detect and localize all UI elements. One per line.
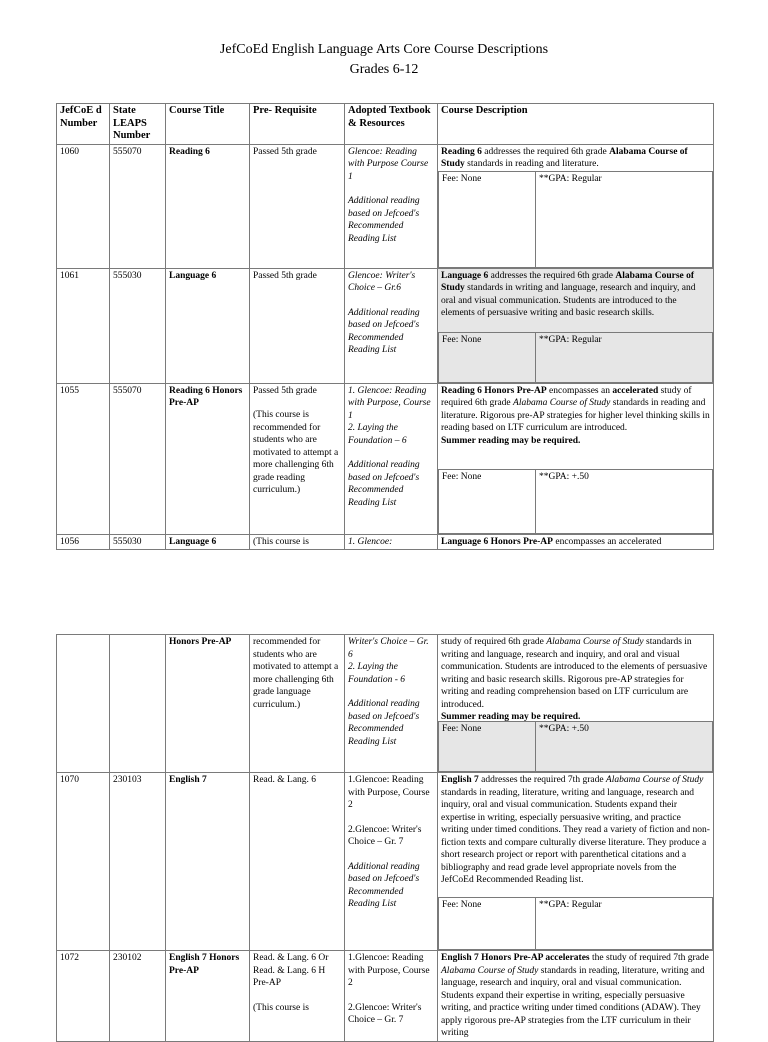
table-row (57, 951, 714, 1042)
desc-text: encompasses an accelerated (552, 536, 662, 547)
prerequisite-line: Passed 5th grade (253, 385, 317, 396)
fee-gpa-row (438, 721, 713, 772)
fee-value: Fee: None (439, 332, 536, 382)
textbook (345, 383, 438, 534)
table-row (57, 635, 714, 773)
course-title: English 7 Honors Pre-AP (166, 951, 250, 1042)
desc-text: the study of required 7th grade (589, 953, 709, 963)
textbook-line: Additional reading based on Jefcoed's Recommended Reading List (348, 861, 420, 909)
textbook (345, 144, 438, 268)
desc-text: study of required 6th grade (441, 385, 692, 408)
course-description (438, 268, 714, 383)
desc-text: standards in reading and literature. Rigorous pre-AP strategies for higher level thinking skills in reading based on LTF curriculum are introduced. (441, 398, 710, 433)
textbook-line: Glencoe: Reading with Purpose Course 1 (348, 146, 429, 182)
desc-bold: English 7 Honors Pre-AP accelerates (441, 953, 590, 963)
desc-italic: Alabama Course of Study (441, 965, 539, 976)
desc-italic: Alabama Course of Study (513, 398, 611, 408)
textbook-line: Additional reading based on Jefcoed's Recommended Reading List (348, 460, 420, 508)
desc-text: encompasses an (546, 385, 613, 396)
gpa-value: **GPA: +.50 (536, 722, 713, 772)
course-number: 1055 (57, 383, 110, 534)
table-row (57, 534, 714, 550)
desc-text: addresses the required 6th grade (488, 270, 616, 281)
summer-reading-note: Summer reading may be required. (441, 435, 581, 446)
desc-bold: Language 6 Honors Pre-AP (441, 536, 553, 547)
textbook (345, 773, 438, 951)
prerequisite (250, 951, 345, 1042)
desc-italic: Alabama Course of Study (546, 637, 644, 647)
leaps-number: 555070 (110, 383, 166, 534)
gpa-value: **GPA: Regular (536, 332, 713, 382)
desc-text: standards in reading and literature. (464, 159, 599, 169)
course-number: 1056 (57, 534, 110, 550)
course-number: 1061 (57, 268, 110, 383)
textbook (345, 268, 438, 383)
table-row (57, 268, 714, 383)
leaps-number: 555030 (110, 534, 166, 550)
leaps-number: 230103 (110, 773, 166, 951)
fee-gpa-row (438, 171, 713, 268)
course-title: Reading 6 Honors Pre-AP (166, 383, 250, 534)
desc-text: standards in writing and language, research and inquiry, and oral and visual communication. Students are introduced to the elements of persuasive writing and basic research skills. Rigorous pre-AP strategies for writing and reading comprehension based on LTF curriculum are introduced. (441, 637, 708, 710)
course-title: Language 6 (166, 268, 250, 383)
desc-bold: English 7 (441, 775, 479, 785)
textbook-line: 2.Glencoe: Writer's Choice – Gr. 7 (348, 1002, 422, 1025)
textbook-line: 1. Glencoe: Reading with Purpose, Course 1 (348, 385, 431, 421)
table-row (57, 383, 714, 534)
desc-italic: Alabama Course of Study (605, 775, 704, 785)
desc-bold: Reading 6 (441, 146, 482, 157)
course-description (438, 773, 714, 951)
desc-text: standards in writing and language, research and inquiry, and oral and visual communication. Students are introduced to the elements of persuasive writing and basic research skills. (441, 283, 696, 318)
summer-reading-note: Summer reading may be required. (441, 712, 581, 722)
col-header-leaps-number: State LEAPS Number (110, 104, 166, 145)
leaps-number: 555070 (110, 144, 166, 268)
desc-bold: Language 6 (441, 270, 489, 281)
textbook (345, 951, 438, 1042)
prerequisite-note: (This course is (253, 1002, 309, 1013)
description-text (438, 384, 713, 469)
textbook-line: 1.Glencoe: Reading with Purpose, Course 2 (348, 775, 430, 810)
desc-bold: Reading 6 Honors Pre-AP (441, 385, 547, 396)
leaps-number: 230102 (110, 951, 166, 1042)
col-header-jefcoed-number: JefCoE d Number (57, 104, 110, 145)
desc-text: addresses the required 7th grade (478, 775, 606, 785)
fee-gpa-row (438, 897, 713, 950)
fee-gpa-row (438, 332, 713, 383)
prerequisite: Passed 5th grade (250, 268, 345, 383)
col-header-textbook: Adopted Textbook & Resources (345, 104, 438, 145)
table-header-row (57, 104, 714, 145)
textbook-line: 2.Glencoe: Writer's Choice – Gr. 7 (348, 824, 422, 847)
course-table-page-1 (56, 103, 714, 550)
leaps-number: 555030 (110, 268, 166, 383)
course-title: English 7 (166, 773, 250, 951)
textbook-line: Additional reading based on Jefcoed's Recommended Reading List (348, 196, 420, 244)
page-subtitle: Grades 6-12 (349, 62, 419, 77)
prerequisite: Read. & Lang. 6 (250, 773, 345, 951)
fee-value: Fee: None (439, 898, 536, 950)
description-text (438, 635, 713, 721)
col-header-course-title: Course Title (166, 104, 250, 145)
course-number: 1060 (57, 144, 110, 268)
fee-value: Fee: None (439, 469, 536, 533)
textbook-line: 2. Laying the Foundation – 6 (348, 423, 407, 446)
gpa-value: **GPA: +.50 (536, 469, 713, 533)
prerequisite: (This course is (250, 534, 345, 550)
textbook-line: Additional reading based on Jefcoed's Recommended Reading List (348, 307, 420, 355)
prerequisite (250, 383, 345, 534)
prerequisite-line: Read. & Lang. 6 Or Read. & Lang. 6 H Pre-AP (253, 953, 329, 988)
textbook-line: 1.Glencoe: Reading with Purpose, Course 2 (348, 953, 430, 988)
leaps-number (110, 635, 166, 773)
textbook (345, 635, 438, 773)
course-number: 1072 (57, 951, 110, 1042)
desc-bold: Alabama Course of Study (441, 270, 695, 293)
textbook: 1. Glencoe: (345, 534, 438, 550)
course-description (438, 383, 714, 534)
description-text (438, 269, 713, 332)
desc-text: standards in reading, literature, writing and language, research and inquiry, oral and visual communication. Students expand their expertise in writing, especially persuasive writing, and practice writing under timed conditions (ADAW). They apply rigorous pre-AP strategies from the LTF curriculum in their writing (441, 965, 705, 1038)
col-header-prerequisite: Pre- Requisite (250, 104, 345, 145)
desc-bold: Alabama Course of Study (441, 146, 688, 169)
course-title: Language 6 (166, 534, 250, 550)
gpa-value: **GPA: Regular (536, 898, 713, 950)
description-text (438, 773, 713, 897)
table-row (57, 773, 714, 951)
desc-text: addresses the required 6th grade (481, 146, 610, 157)
course-description (438, 534, 714, 550)
course-description (438, 144, 714, 268)
gpa-value: **GPA: Regular (536, 171, 713, 267)
desc-text: study of required 6th grade (441, 637, 547, 647)
course-description (438, 635, 714, 773)
page-title: JefCoEd English Language Arts Core Course Descriptions (219, 42, 549, 57)
textbook-line: 2. Laying the Foundation - 6 (348, 662, 405, 685)
table-row (57, 144, 714, 268)
description-text (438, 145, 713, 171)
course-description (438, 951, 714, 1042)
prerequisite: recommended for students who are motivated to attempt a more challenging 6th grade language curriculum.) (250, 635, 345, 773)
fee-value: Fee: None (439, 722, 536, 772)
fee-gpa-row (438, 469, 713, 534)
col-header-course-description: Course Description (438, 104, 714, 145)
course-number (57, 635, 110, 773)
course-table-page-2 (56, 634, 714, 1042)
desc-bold: accelerated (612, 385, 659, 396)
course-title: Reading 6 (166, 144, 250, 268)
textbook-line: Glencoe: Writer's Choice – Gr.6 (348, 270, 416, 293)
course-number: 1070 (57, 773, 110, 951)
desc-text: standards in reading, literature, writing and language, research and inquiry, oral and visual communication. Students expand their expertise in writing, especially persuasive writing, and practice writing under timed conditions. They read a variety of fiction and non-fiction texts and compare culturally diverse literature. They produce a short research project or report with parenthetical citations and a bibliography and read grade level appropriate novels from the JefCoEd Recommended Reading list. (441, 787, 710, 885)
prerequisite-note: (This course is recommended for students who are motivated to attempt a more challenging 6th grade reading curriculum.) (253, 410, 339, 495)
textbook-line: Additional reading based on Jefcoed's Recommended Reading List (348, 699, 420, 747)
course-title: Honors Pre-AP (166, 635, 250, 773)
fee-value: Fee: None (439, 171, 536, 267)
prerequisite: Passed 5th grade (250, 144, 345, 268)
textbook-line: Writer's Choice – Gr. 6 (348, 637, 429, 660)
